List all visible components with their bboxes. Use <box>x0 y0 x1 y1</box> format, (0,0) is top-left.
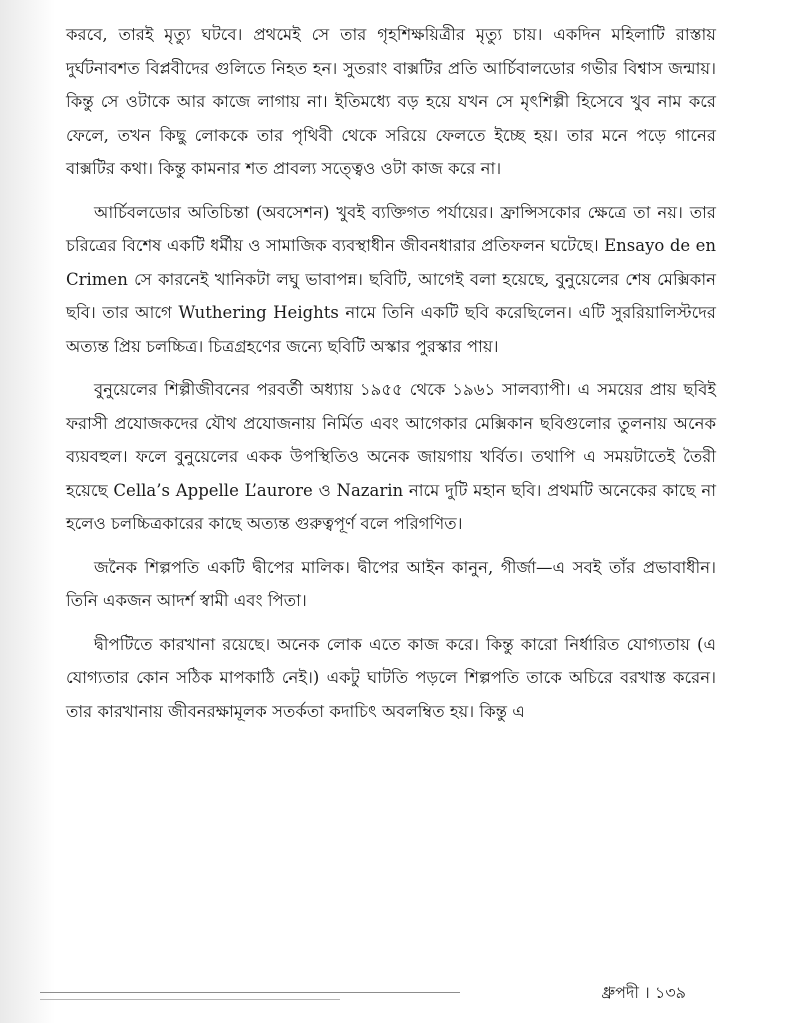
page-edge-line <box>40 992 460 993</box>
body-text <box>66 18 716 738</box>
paragraph-1: করবে, তারই মৃত্যু ঘটবে। প্রথমেই সে তার গৃহশিক্ষয়িত্রীর মৃত্যু চায়। একদিন মহিলাটি রাস্তায় দুর্ঘটনাবশত বিপ্লবীদের গুলিতে নিহত হন। সুতরাং বাক্সটির প্রতি আর্চিবালডোর গভীর বিশ্বাস জন্মায়। কিন্তু সে ওটাকে আর কাজে লাগায় না। ইতিমধ্যে বড় হয়ে যখন সে মৃৎশিল্পী হিসেবে খুব নাম করে ফেলে, তখন কিছু লোককে তার পৃথিবী থেকে সরিয়ে ফেলতে ইচ্ছে হয়। তার মনে পড়ে গানের বাক্সটির কথা। কিন্তু কামনার শত প্রাবল্য সত্ত্বেও ওটা কাজ করে না। <box>66 25 716 178</box>
paragraph-4: জনৈক শিল্পপতি একটি দ্বীপের মালিক। দ্বীপের আইন কানুন, গীর্জা—এ সবই তাঁর প্রভাবাধীন। তিনি একজন আদর্শ স্বামী এবং পিতা। <box>66 557 716 610</box>
paragraph-5: দ্বীপটিতে কারখানা রয়েছে। অনেক লোক এতে কাজ করে। কিন্তু কারো নির্ধারিত যোগ্যতায় (এ যোগ্যতার কোন সঠিক মাপকাঠি নেই।) একটু ঘাটতি পড়লে শিল্পপতি তাকে অচিরে বরখাস্ত করেন। তার কারখানায় জীবনরক্ষামূলক সতর্কতা কদাচিৎ অবলম্বিত হয়। কিন্তু এ <box>66 634 716 721</box>
paragraph-2: আর্চিবলডোর অতিচিন্তা (অবসেশন) খুবই ব্যক্তিগত পর্যায়ের। ফ্রান্সিসকোর ক্ষেত্রে তা নয়। তার চরিত্রের বিশেষ একটি ধর্মীয় ও সামাজিক ব্যবস্থাধীন জীবনধারার প্রতিফলন ঘটেছে। Ensayo de en Crimen সে কারনেই খানিকটা লঘু ভাবাপন্ন। ছবিটি, আগেই বলা হয়েছে, বুনুয়েলের শেষ মেক্সিকান ছবি। তার আগে Wuthering Heights নামে তিনি একটি ছবি করেছিলেন। এটি সুররিয়ালিস্টদের অত্যন্ত প্রিয় চলচ্চিত্র। চিত্রগ্রহণের জন্যে ছবিটি অস্কার পুরস্কার পায়। <box>66 202 716 356</box>
page-binding-shadow <box>0 0 55 1023</box>
page-edge-line-2 <box>40 999 340 1000</box>
page-footer: ধ্রুপদী । ১৩৯ <box>601 983 686 1002</box>
paragraph-3: বুনুয়েলের শিল্পীজীবনের পরবর্তী অধ্যায় ১৯৫৫ থেকে ১৯৬১ সালব্যাপী। এ সময়ের প্রায় ছবিই ফরাসী প্রযোজকদের যৌথ প্রযোজনায় নির্মিত এবং আগেকার মেক্সিকান ছবিগুলোর তুলনায় অনেক ব্যয়বহুল। ফলে বুনুয়েলের একক উপস্থিতিও অনেক জায়গায় খর্বিত। তথাপি এ সময়টাতেই তৈরী হয়েছে Cella’s Appelle L’aurore ও Nazarin নামে দুটি মহান ছবি। প্রথমটি অনেকের কাছে না হলেও চলচ্চিত্রকারের কাছে অত্যন্ত গুরুত্বপূর্ণ বলে পরিগণিত। <box>66 380 716 533</box>
